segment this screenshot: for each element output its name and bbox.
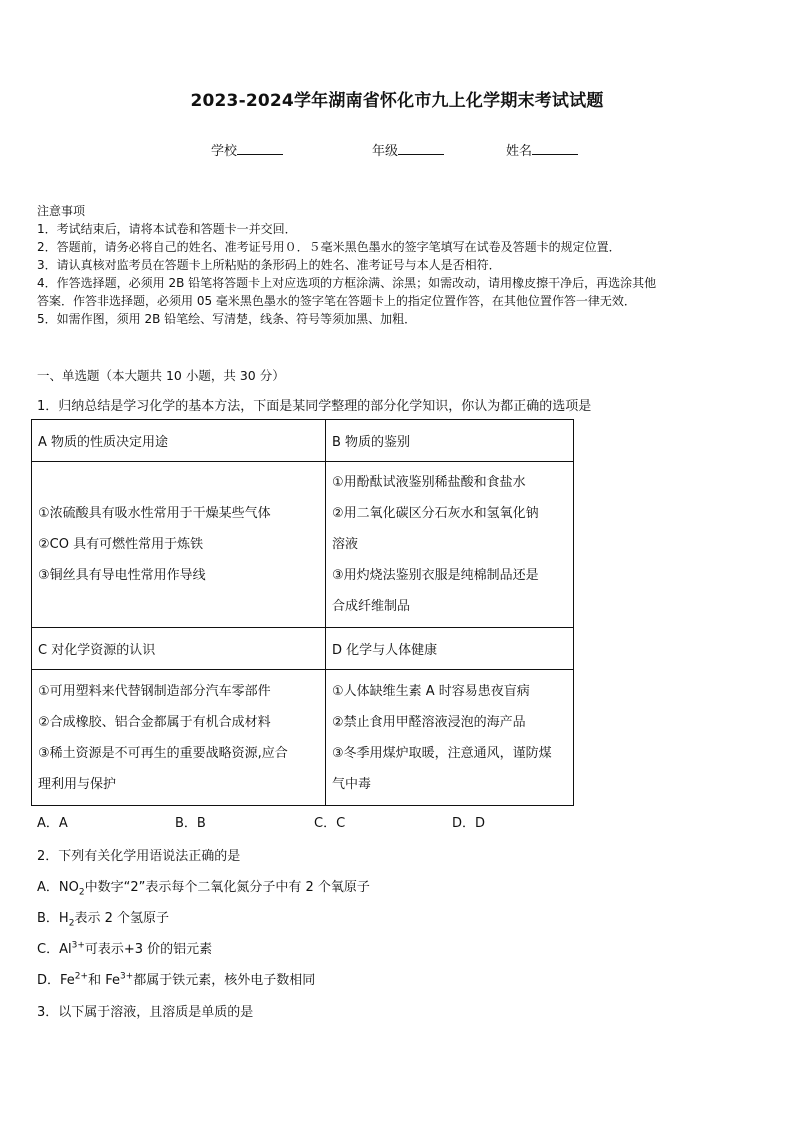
superscript: 3+ <box>71 940 85 951</box>
question-1-stem: 1．归纳总结是学习化学的基本方法，下面是某同学整理的部分化学知识，你认为都正确的选项是 <box>37 399 592 414</box>
superscript: 3+ <box>119 971 134 982</box>
grade-label: 年级 <box>372 144 399 159</box>
cell-line: ②禁止食用甲醛溶液浸泡的海产品 <box>332 714 526 730</box>
cell-d-body <box>326 670 574 806</box>
option-text: 和 Fe <box>88 973 120 988</box>
cell-line: ③冬季用煤炉取暖，注意通风，谨防煤 <box>332 745 552 761</box>
notes-block <box>37 202 656 328</box>
option-a: A．A <box>37 816 68 831</box>
school-blank <box>237 142 283 155</box>
question-2-option-b <box>37 907 169 929</box>
cell-a-head <box>32 420 326 462</box>
cell-a-body <box>32 462 326 628</box>
cell-line: ②合成橡胶、铝合金都属于有机合成材料 <box>38 714 271 730</box>
cell-line: 溶液 <box>332 537 359 552</box>
subscript: 2 <box>68 918 75 929</box>
cell-d-head <box>326 628 574 670</box>
name-blank <box>532 142 578 155</box>
question-3-stem: 3．以下属于溶液，且溶质是单质的是 <box>37 1005 254 1020</box>
name-field <box>506 140 578 159</box>
section-heading: 一、单选题（本大题共 10 小题，共 30 分） <box>37 368 285 383</box>
option-b: B．B <box>175 816 206 831</box>
cell-line: ③稀土资源是不可再生的重要战略资源,应合 <box>38 745 288 761</box>
cell-c-head-text: C 对化学资源的认识 <box>38 643 156 658</box>
option-text: A．NO <box>37 880 79 895</box>
notes-heading: 注意事项 <box>37 204 86 218</box>
option-text: D．Fe <box>37 973 75 988</box>
cell-b-head-text: B 物质的鉴别 <box>332 435 411 450</box>
option-c: C．C <box>314 816 346 831</box>
cell-line: ①浓硫酸具有吸水性常用于干燥某些气体 <box>38 506 271 521</box>
cell-line: ③铜丝具有导电性常用作导线 <box>38 568 206 583</box>
cell-c-head <box>32 628 326 670</box>
option-text: 表示 2 个氢原子 <box>74 911 169 926</box>
cell-line: ①人体缺维生素 A 时容易患夜盲病 <box>332 683 530 699</box>
grade-blank <box>398 142 444 155</box>
cell-b-head <box>326 420 574 462</box>
question-2-option-d <box>37 969 315 988</box>
question-2-stem: 2．下列有关化学用语说法正确的是 <box>37 849 241 864</box>
option-text: 中数字“2”表示每个二氧化氮分子中有 2 个氧原子 <box>84 880 370 895</box>
grade-field <box>372 140 444 159</box>
note-item: 3．请认真核对监考员在答题卡上所粘贴的条形码上的姓名、准考证号与本人是否相符． <box>37 258 501 272</box>
question-2-option-a <box>37 876 370 898</box>
cell-d-head-text: D 化学与人体健康 <box>332 643 438 658</box>
note-item: 1．考试结束后，请将本试卷和答题卡一并交回． <box>37 222 297 236</box>
option-text: 可表示+3 价的铝元素 <box>84 942 213 957</box>
cell-line: ②CO 具有可燃性常用于炼铁 <box>38 537 204 552</box>
cell-line: 理利用与保护 <box>38 776 117 792</box>
subscript: 2 <box>78 887 85 898</box>
option-text: 都属于铁元素，核外电子数相同 <box>133 973 316 988</box>
note-item: 5．如需作图，须用 2B 铅笔绘、写清楚，线条、符号等须加黑、加粗． <box>37 312 417 326</box>
cell-line: ②用二氧化碳区分石灰水和氢氧化钠 <box>332 506 539 521</box>
cell-a-head-text: A 物质的性质决定用途 <box>38 435 169 450</box>
school-label: 学校 <box>211 144 238 159</box>
option-d: D．D <box>452 816 486 831</box>
superscript: 2+ <box>74 971 89 982</box>
option-text: C．Al <box>37 942 72 957</box>
page-title: 2023-2024学年湖南省怀化市九上化学期末考试试题 <box>190 91 604 111</box>
name-label: 姓名 <box>506 144 533 159</box>
knowledge-table <box>31 419 574 806</box>
cell-line: 气中毒 <box>332 776 372 792</box>
question-2-option-c <box>37 938 212 957</box>
cell-b-body <box>326 462 574 628</box>
note-item: 答案．作答非选择题，必须用 05 毫米黑色墨水的签字笔在答题卡上的指定位置作答，在其他位置作答一律无效． <box>37 294 636 308</box>
option-text: B．H <box>37 911 69 926</box>
cell-line: ①可用塑料来代替钢制造部分汽车零部件 <box>38 683 271 699</box>
note-item: 2．答题前，请务必将自己的姓名、准考证号用０．５毫米黑色墨水的签字笔填写在试卷及答题卡的规定位置． <box>37 240 621 254</box>
cell-line: ①用酚酞试液鉴别稀盐酸和食盐水 <box>332 475 526 490</box>
cell-line: 合成纤维制品 <box>332 599 411 614</box>
cell-c-body <box>32 670 326 806</box>
note-item: 4．作答选择题，必须用 2B 铅笔将答题卡上对应选项的方框涂满、涂黑；如需改动，请用橡皮擦干净后，再选涂其他 <box>37 276 657 290</box>
cell-line: ③用灼烧法鉴别衣服是纯棉制品还是 <box>332 568 539 583</box>
school-field <box>211 140 283 159</box>
